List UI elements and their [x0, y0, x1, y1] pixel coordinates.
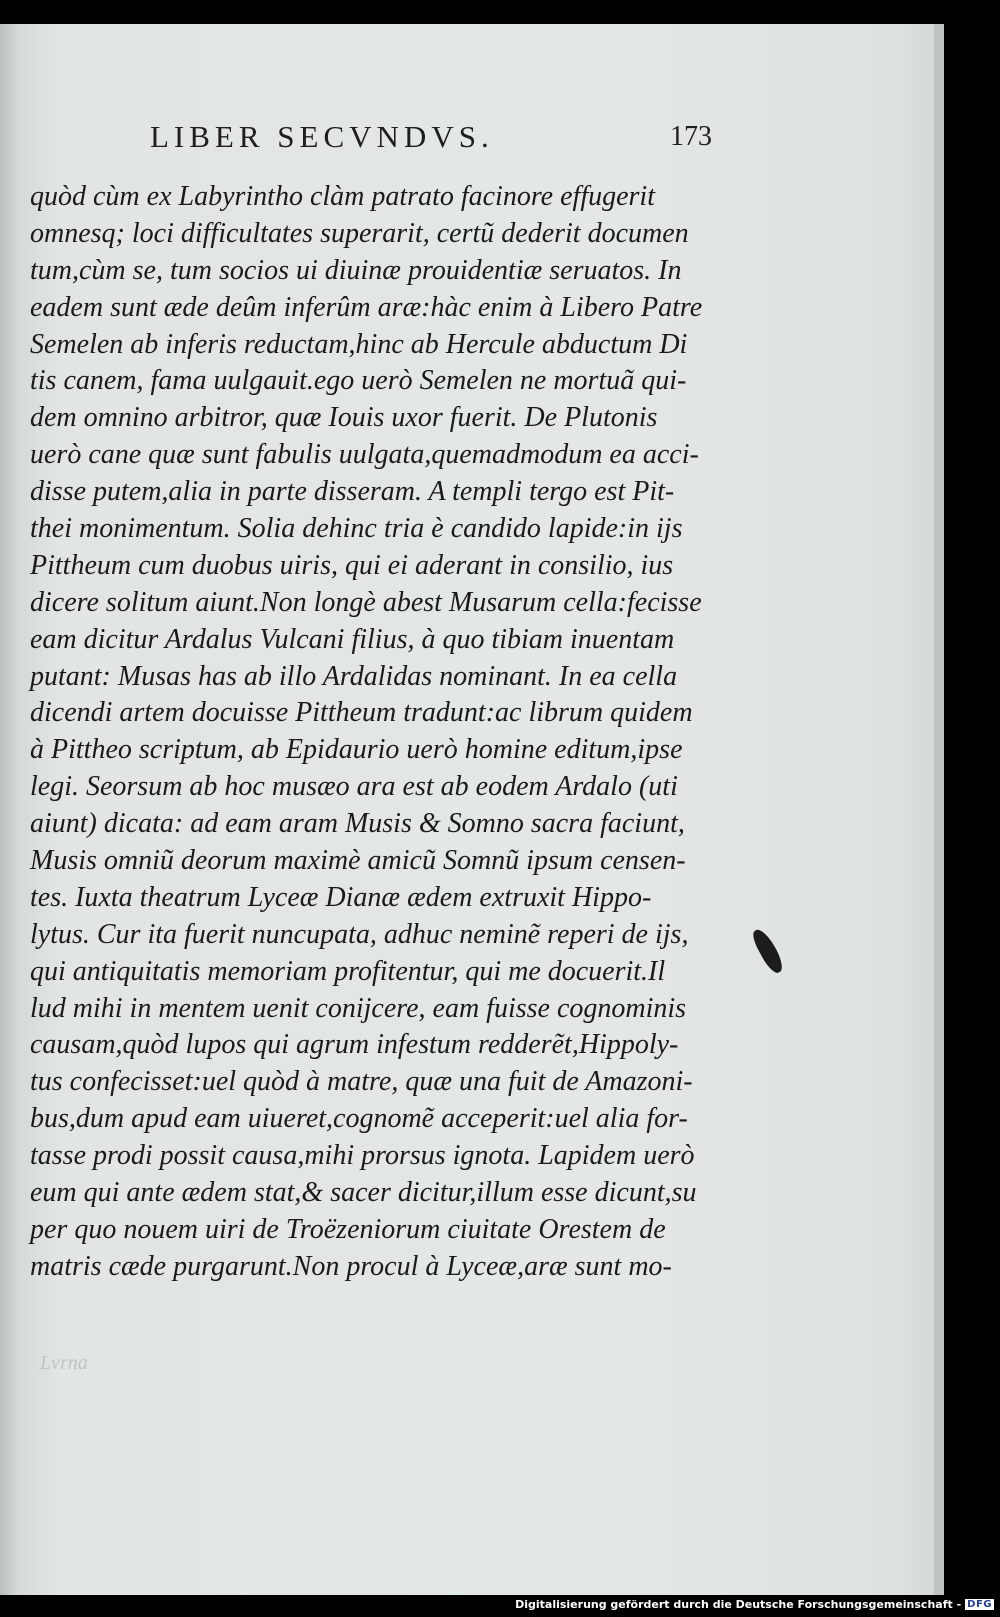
text-line: eum qui ante ædem stat,& sacer dicitur,illum esse dicunt,su — [30, 1177, 697, 1209]
text-line: aiunt) dicata: ad eam aram Musis & Somno sacra faciunt, — [30, 808, 685, 840]
text-line: putant: Musas has ab illo Ardalidas nominant. In ea cella — [30, 660, 678, 692]
text-line: lytus. Cur ita fuerit nuncupata, adhuc neminẽ reperi de ijs, — [30, 918, 689, 950]
text-line: bus,dum apud eam uiueret,cognomẽ acceperit:uel alia for- — [30, 1103, 688, 1135]
text-line: Semelen ab inferis reductam,hinc ab Hercule abductum Di — [30, 328, 688, 360]
ink-blot — [750, 926, 787, 976]
text-line: legi. Seorsum ab hoc musæo ara est ab eodem Ardalo (uti — [30, 771, 678, 803]
running-title: LIBER SECVNDVS. — [150, 119, 494, 154]
text-line: Pittheum cum duobus uiris, qui ei aderant in consilio, ius — [30, 549, 674, 581]
text-line: tus confecisset:uel quòd à matre, quæ una fuit de Amazoni- — [30, 1066, 693, 1098]
text-line: dicere solitum aiunt.Non longè abest Musarum cella:fecisse — [30, 586, 702, 618]
text-line: à Pittheo scriptum, ab Epidaurio uerò homine editum,ipse — [30, 734, 683, 766]
text-line: uerò cane quæ sunt fabulis uulgata,quemadmodum ea acci- — [30, 439, 699, 471]
text-line: tum,cùm se, tum socios ui diuinæ prouidentiæ seruatos. In — [30, 254, 682, 286]
dfg-logo: DFG — [967, 1599, 992, 1610]
text-line: tis canem, fama uulgauit.ego uerò Semelen ne mortuã qui- — [30, 365, 687, 397]
body-text — [30, 179, 720, 1286]
text-line: eadem sunt æde deûm inferûm aræ:hàc enim à Libero Patre — [30, 291, 703, 323]
text-line: thei monimentum. Solia dehinc tria è candido lapide:in ijs — [30, 513, 683, 545]
text-line: tes. Iuxta theatrum Lyceæ Dianæ ædem extruxit Hippo- — [30, 881, 652, 913]
text-line: causam,quòd lupos qui agrum infestum redderẽt,Hippoly- — [30, 1029, 679, 1061]
text-line: dem omnino arbitror, quæ Iouis uxor fuerit. De Plutonis — [30, 402, 658, 434]
text-line: quòd cùm ex Labyrintho clàm patrato facinore effugerit — [30, 181, 655, 212]
credit-text: Digitalisierung gefördert durch die Deutsche Forschungsgemeinschaft - — [515, 1598, 962, 1611]
page-number: 173 — [670, 121, 712, 152]
text-line: Musis omniũ deorum maximè amicũ Somnũ ipsum censen- — [30, 845, 686, 877]
text-line: omnesq; loci difficultates superarit, certũ dederit documen — [30, 217, 689, 249]
text-line: dicendi artem docuisse Pittheum tradunt:ac librum quidem — [30, 697, 693, 729]
text-line: matris cæde purgarunt.Non procul à Lyceæ,aræ sunt mo- — [30, 1250, 672, 1282]
book-page — [0, 24, 944, 1595]
text-line: tasse prodi possit causa,mihi prorsus ignota. Lapidem uerò — [30, 1140, 695, 1172]
digitization-credit — [515, 1598, 994, 1611]
text-line: disse putem,alia in parte disseram. A templi tergo est Pit- — [30, 476, 675, 508]
text-line: qui antiquitatis memoriam profitentur, qui me docuerit.Il — [30, 955, 666, 987]
text-line: per quo nouem uiri de Troëzeniorum ciuitate Orestem de — [30, 1213, 666, 1245]
signature-mark: Lvrna — [40, 1352, 88, 1374]
text-line: lud mihi in mentem uenit conijcere, eam fuisse cognominis — [30, 992, 687, 1024]
text-line: eam dicitur Ardalus Vulcani filius, à quo tibiam inuentam — [30, 623, 675, 655]
